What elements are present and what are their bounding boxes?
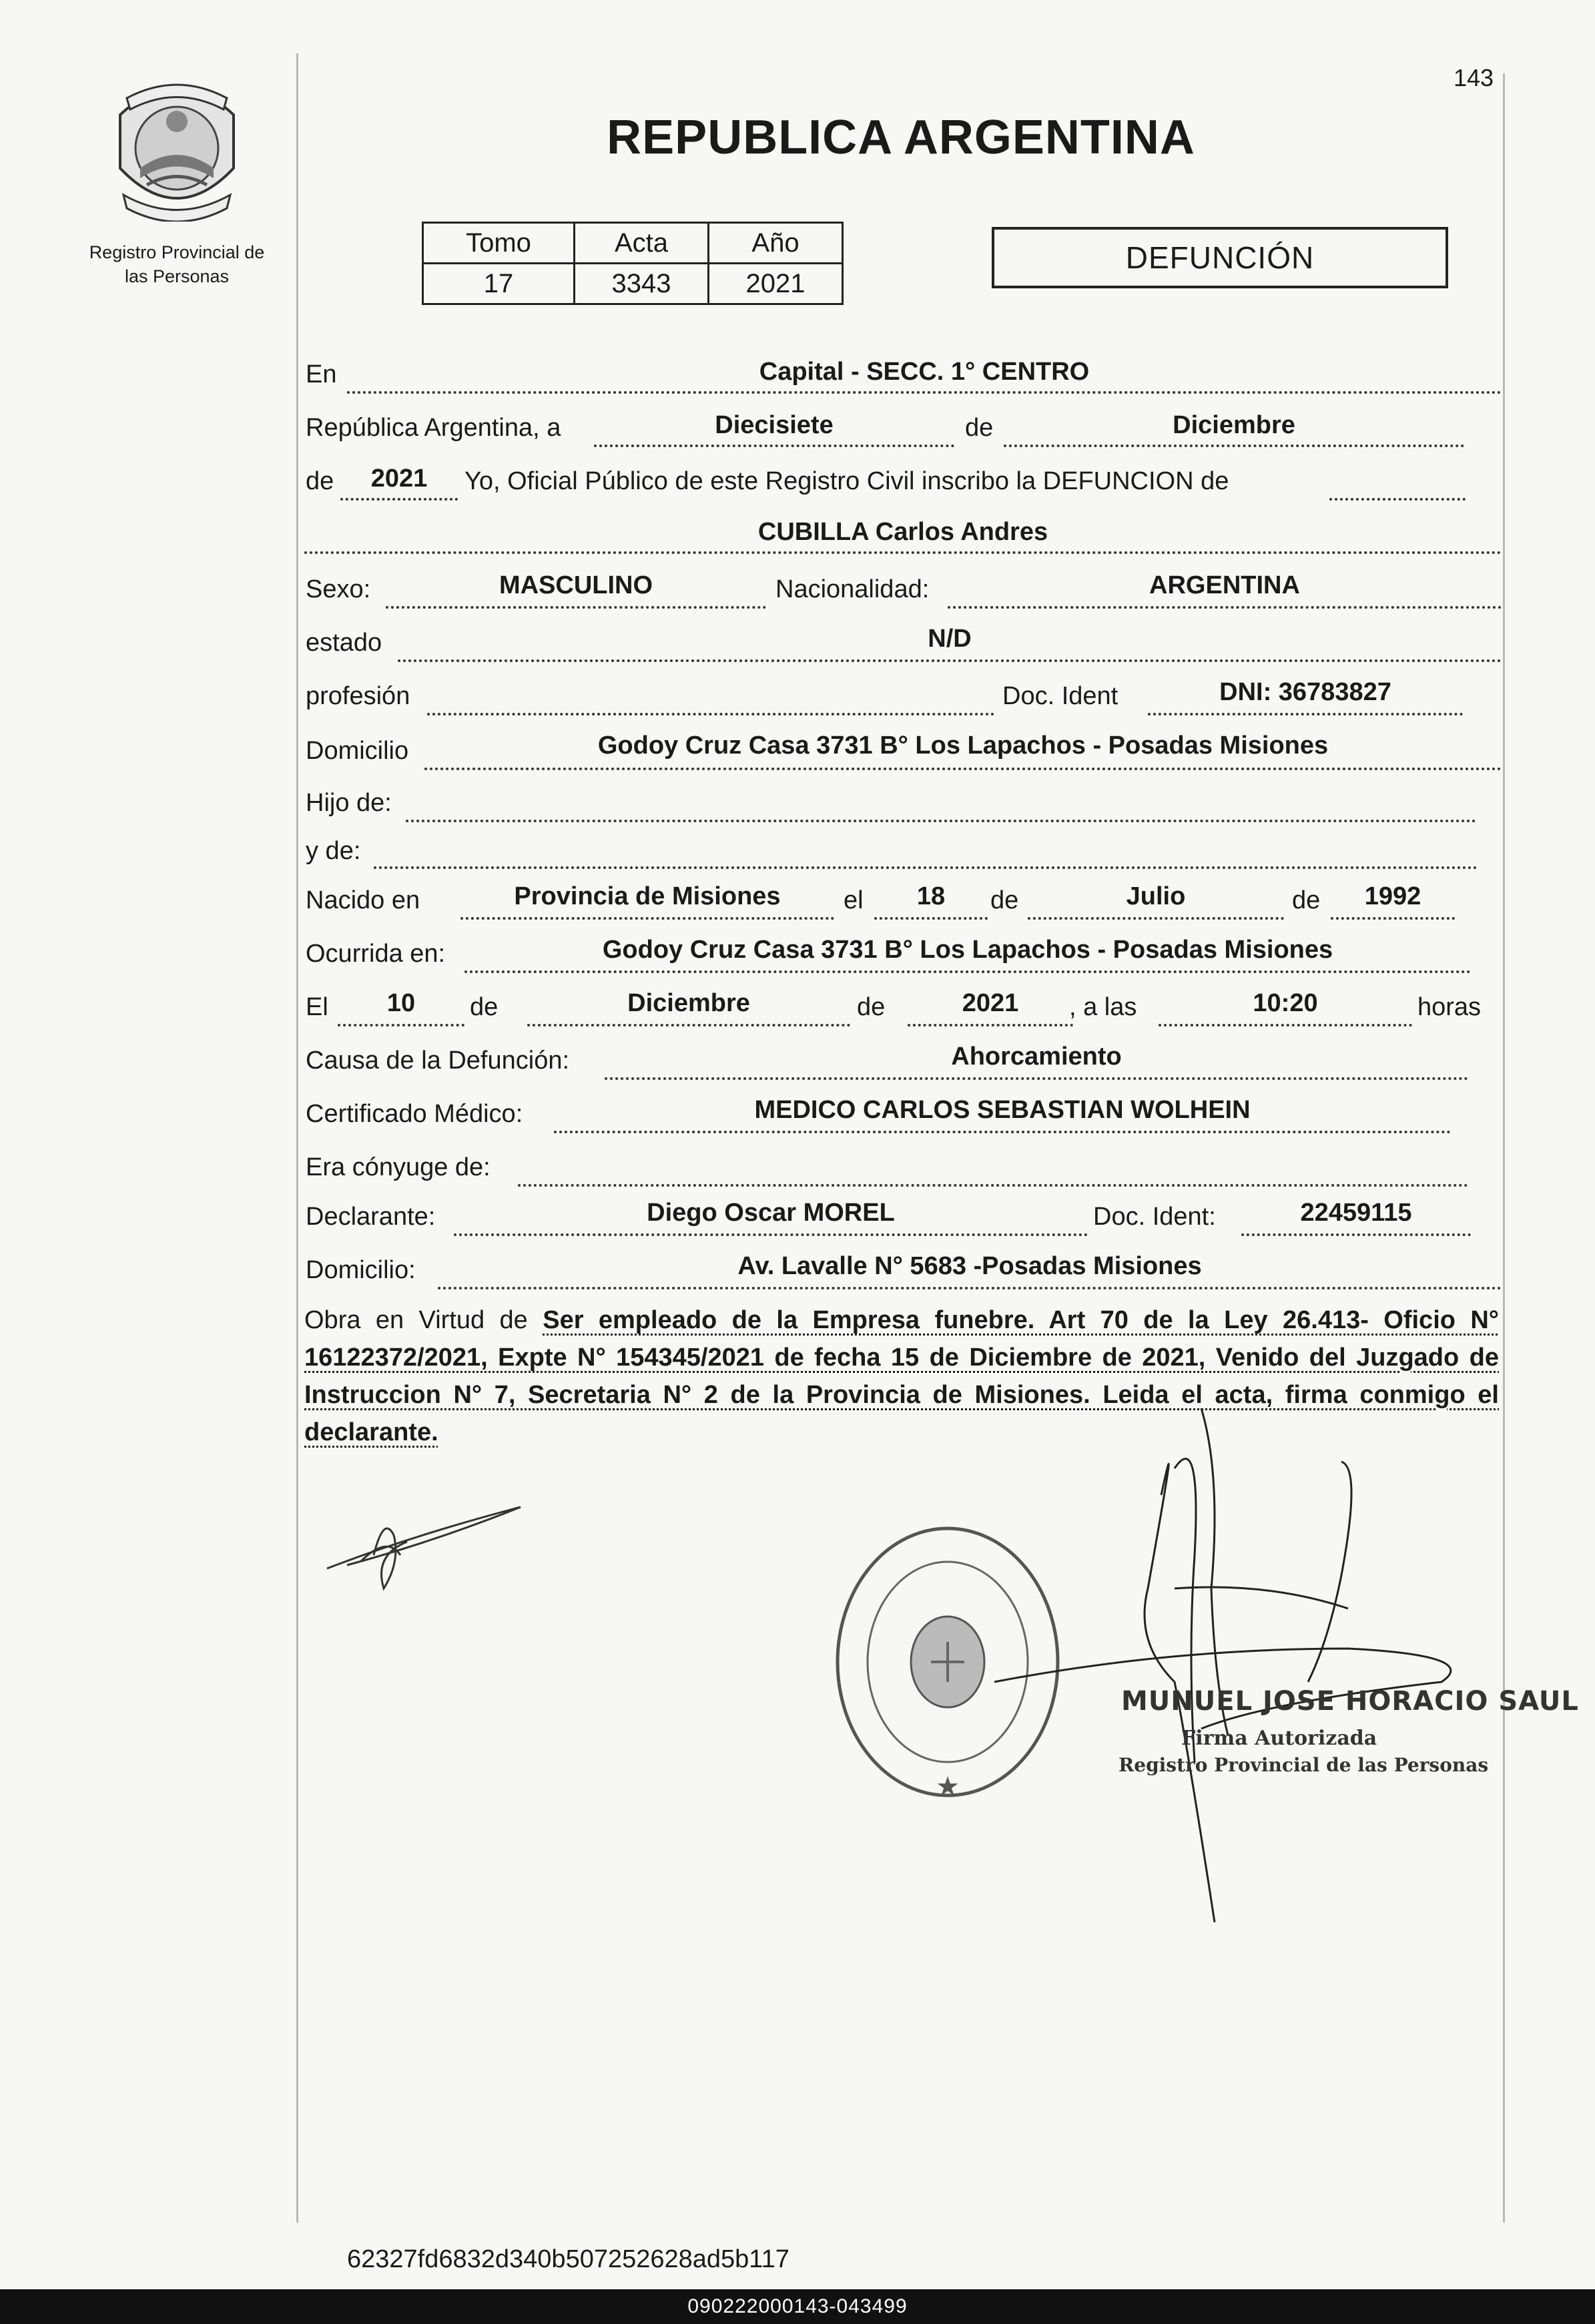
nacido-label: Nacido en xyxy=(306,886,420,914)
de4-label: de xyxy=(470,993,499,1021)
ocurrida-value: Godoy Cruz Casa 3731 B° Los Lapachos - Posadas Misiones xyxy=(602,936,1333,964)
conyuge-label: Era cónyuge de: xyxy=(306,1153,491,1181)
de-label: de xyxy=(965,414,994,442)
declarante-label: Declarante: xyxy=(306,1203,436,1231)
causa-value: Ahorcamiento xyxy=(951,1043,1122,1071)
en-label: En xyxy=(306,360,337,388)
left-signature xyxy=(327,1507,521,1588)
obra-label: Obra en Virtud de xyxy=(304,1306,528,1334)
domicilio-label: Domicilio xyxy=(306,737,409,765)
registry-stamp xyxy=(838,1528,1058,1802)
certificado-value: MEDICO CARLOS SEBASTIAN WOLHEIN xyxy=(754,1096,1251,1124)
domicilio2-value: Av. Lavalle N° 5683 -Posadas Misiones xyxy=(737,1252,1202,1280)
birth-month: Julio xyxy=(1126,882,1186,910)
causa-label: Causa de la Defunción: xyxy=(306,1047,570,1075)
value-acta: 3343 xyxy=(575,264,709,304)
oficial-text: Yo, Oficial Público de este Registro Civil inscribo la DEFUNCION de xyxy=(464,467,1229,495)
hijo-label: Hijo de: xyxy=(306,789,392,817)
alas-label: , a las xyxy=(1069,993,1137,1021)
day-value: Diecisiete xyxy=(715,411,834,439)
official-office: Registro Provincial de las Personas xyxy=(1119,1754,1489,1776)
registry-label-line2: las Personas xyxy=(124,266,230,286)
deceased-name: CUBILLA Carlos Andres xyxy=(757,518,1048,546)
death-day: 10 xyxy=(386,989,416,1017)
estado-value: N/D xyxy=(928,625,972,653)
year-value: 2021 xyxy=(370,465,428,493)
yde-label: y de: xyxy=(306,837,361,865)
birth-year: 1992 xyxy=(1364,882,1421,910)
obra-value: Ser empleado de la Empresa funebre. Art 70 de la Ley 26.413- Oficio N° 16122372/2021, Expte N° 154345/2021 de fecha 15 de Diciembre de 2021, Venido del Juzgado de Instruccion N° 7, Secretaria N° 2 de la Provincia de Misiones. Leida el acta, firma conmigo el declarante. xyxy=(304,1306,1500,1446)
sexo-value: MASCULINO xyxy=(499,571,653,599)
record-type-box: DEFUNCIÓN xyxy=(992,227,1448,288)
footer-code-bar: 090222000143-043499 xyxy=(0,2289,1595,2324)
doc-value: DNI: 36783827 xyxy=(1219,678,1391,706)
value-anio: 2021 xyxy=(709,264,843,304)
republica-label: República Argentina, a xyxy=(306,414,561,442)
svg-text:★: ★ xyxy=(936,1771,960,1802)
value-tomo: 17 xyxy=(423,264,575,304)
nacionalidad-value: ARGENTINA xyxy=(1149,571,1300,599)
doc2-label: Doc. Ident: xyxy=(1093,1203,1216,1231)
sexo-label: Sexo: xyxy=(306,575,371,603)
document-hash: 62327fd6832d340b507252628ad5b117 xyxy=(347,2245,789,2273)
nacido-value: Provincia de Misiones xyxy=(514,882,781,910)
de2-label: de xyxy=(990,886,1019,914)
domicilio-value: Godoy Cruz Casa 3731 B° Los Lapachos - Posadas Misiones xyxy=(597,732,1329,760)
en-value: Capital - SECC. 1° CENTRO xyxy=(759,358,1090,386)
horas-label: horas xyxy=(1417,993,1482,1021)
certificado-label: Certificado Médico: xyxy=(306,1100,523,1128)
registry-label-line1: Registro Provincial de xyxy=(89,242,265,262)
el-label: el xyxy=(844,886,864,914)
official-role: Firma Autorizada xyxy=(1181,1727,1377,1750)
header-acta: Acta xyxy=(575,223,709,264)
domicilio2-label: Domicilio: xyxy=(306,1256,416,1284)
birth-day: 18 xyxy=(916,882,946,910)
official-name: MUNUEL JOSE HORACIO SAUL xyxy=(1121,1686,1579,1717)
declarante-value: Diego Oscar MOREL xyxy=(647,1199,895,1227)
nacionalidad-label: Nacionalidad: xyxy=(775,575,930,603)
el2-label: El xyxy=(306,993,328,1021)
header-anio: Año xyxy=(709,223,843,264)
death-time: 10:20 xyxy=(1253,989,1318,1017)
header-tomo: Tomo xyxy=(423,223,575,264)
ocurrida-label: Ocurrida en: xyxy=(306,940,446,968)
document-title: REPUBLICA ARGENTINA xyxy=(607,111,1195,164)
page-number: 143 xyxy=(1454,64,1494,91)
doc-label: Doc. Ident xyxy=(1002,682,1119,710)
year-prefix: de xyxy=(306,467,334,495)
estado-label: estado xyxy=(306,629,382,657)
month-value: Diciembre xyxy=(1173,411,1295,439)
death-month: Diciembre xyxy=(627,989,750,1017)
de5-label: de xyxy=(857,993,886,1021)
de3-label: de xyxy=(1292,886,1321,914)
doc2-value: 22459115 xyxy=(1300,1199,1412,1227)
right-signature xyxy=(994,1408,1451,1922)
profesion-label: profesión xyxy=(306,682,410,710)
death-year: 2021 xyxy=(962,989,1019,1017)
